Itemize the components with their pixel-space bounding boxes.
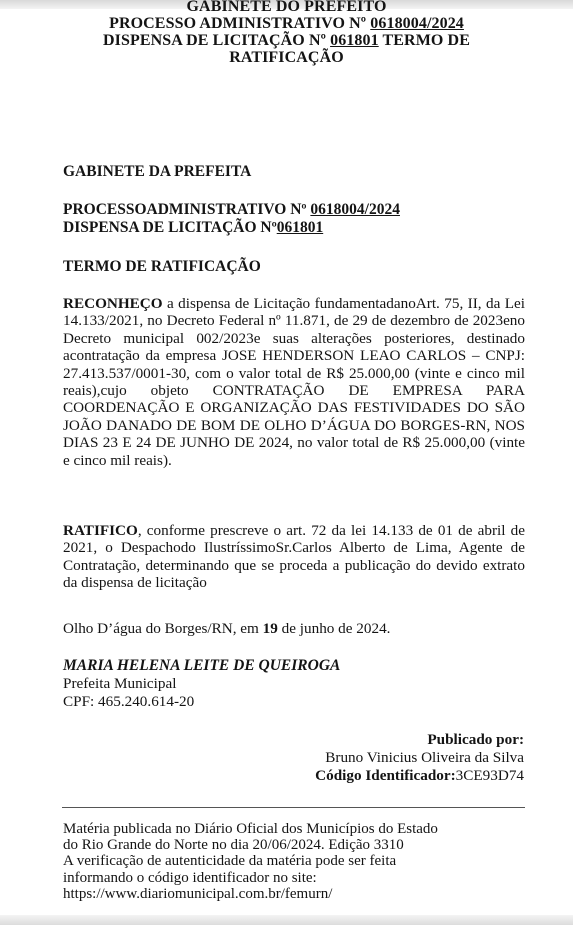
signer-role: Prefeita Municipal <box>63 675 177 692</box>
dispensa-number: 061801 <box>276 219 324 236</box>
document-header <box>0 0 573 66</box>
footer-line-4: informando o código identificador no site: <box>63 869 317 886</box>
recognize-text: a dispensa de Licitação fundamentadanoArt. 75, II, da Lei 14.133/2021, no Decreto Federal nº 11.871, de 29 de dezembro de 2023eno Decreto municipal 002/2023e suas alterações posteriores, destinado acontratação da empresa JOSE HENDERSON LEAO CARLOS – CNPJ: 27.413.537/0001-30, com o valor total de R$ 25.000,00 (vinte e cinco mil reais),cujo objeto CONTRATAÇÃO DE EMPRESA PARA COORDENAÇÃO E ORGANIZAÇÃO DAS FESTIVIDADES DO SÃO JOÃO DANADO DE BOM DE OLHO D’ÁGUA DO BORGES-RN, NOS DIAS 23 E 24 DE JUNHO DE 2024, no valor total de R$ 25.000,00 (vinte e cinco mil reais). <box>63 295 525 469</box>
dispensa-prefix: DISPENSA DE LICITAÇÃO Nº <box>63 219 277 236</box>
identifier-code: 3CE93D74 <box>455 767 524 784</box>
header-process-number: 0618004/2024 <box>370 15 464 32</box>
signature-block <box>63 657 525 710</box>
place-date <box>63 620 525 638</box>
process-line <box>63 201 525 219</box>
publisher-name: Bruno Vinicius Oliveira da Silva <box>325 749 524 766</box>
ratify-paragraph <box>63 522 525 592</box>
dispensa-line <box>63 219 525 237</box>
footer-line-2: do Rio Grande do Norte no dia 20/06/2024. Edição 3310 <box>63 837 404 854</box>
header-ratification-line: RATIFICAÇÃO <box>229 49 344 66</box>
ratify-text: , conforme prescreve o art. 72 da lei 14.133 de 01 de abril de 2021, o Despachodo IlustríssimoSr.Carlos Alberto de Lima, Agente de Contratação, determinando que se proceda a publicação do devido extrato da dispensa de licitação <box>63 522 525 592</box>
signer-cpf: CPF: 465.240.614-20 <box>63 692 195 710</box>
place-date-suffix: de junho de 2024. <box>277 620 391 637</box>
process-number: 0618004/2024 <box>310 201 400 218</box>
footer-url: https://www.diariomunicipal.com.br/femurn/ <box>63 885 333 902</box>
process-prefix: PROCESSOADMINISTRATIVO Nº <box>63 201 311 218</box>
header-dispensa-suffix: TERMO DE <box>378 32 470 49</box>
footer-line-3: A verificação de autenticidade da matéria pode ser feita <box>63 853 397 870</box>
place-date-day: 19 <box>262 620 278 637</box>
publication-label: Publicado por: <box>427 731 524 748</box>
bottom-page-edge <box>0 915 573 925</box>
identifier-label: Código Identificador: <box>315 767 456 784</box>
signer-name: MARIA HELENA LEITE DE QUEIROGA <box>63 657 341 674</box>
publication-block <box>315 731 524 785</box>
header-dispensa-number: 061801 <box>330 32 379 49</box>
identifier-line <box>315 767 524 785</box>
recognize-lead: RECONHEÇO <box>63 295 163 312</box>
header-process-prefix: PROCESSO ADMINISTRATIVO Nº <box>109 15 371 32</box>
publication-footer <box>63 821 533 902</box>
ratify-lead: RATIFICO <box>63 522 138 539</box>
process-block <box>63 201 525 237</box>
header-dispensa-line <box>0 32 573 49</box>
header-office-line: GABINETE DO PREFEITO <box>186 0 387 15</box>
header-dispensa-prefix: DISPENSA DE LICITAÇÃO Nº <box>103 32 331 49</box>
header-process-line <box>0 15 573 32</box>
footer-divider <box>62 807 525 808</box>
place-date-prefix: Olho D’água do Borges/RN, em <box>63 620 263 637</box>
office-heading: GABINETE DA PREFEITA <box>63 163 252 180</box>
recognize-paragraph <box>63 295 525 469</box>
term-title: TERMO DE RATIFICAÇÃO <box>63 258 261 275</box>
footer-line-1: Matéria publicada no Diário Oficial dos Municípios do Estado <box>63 821 438 837</box>
